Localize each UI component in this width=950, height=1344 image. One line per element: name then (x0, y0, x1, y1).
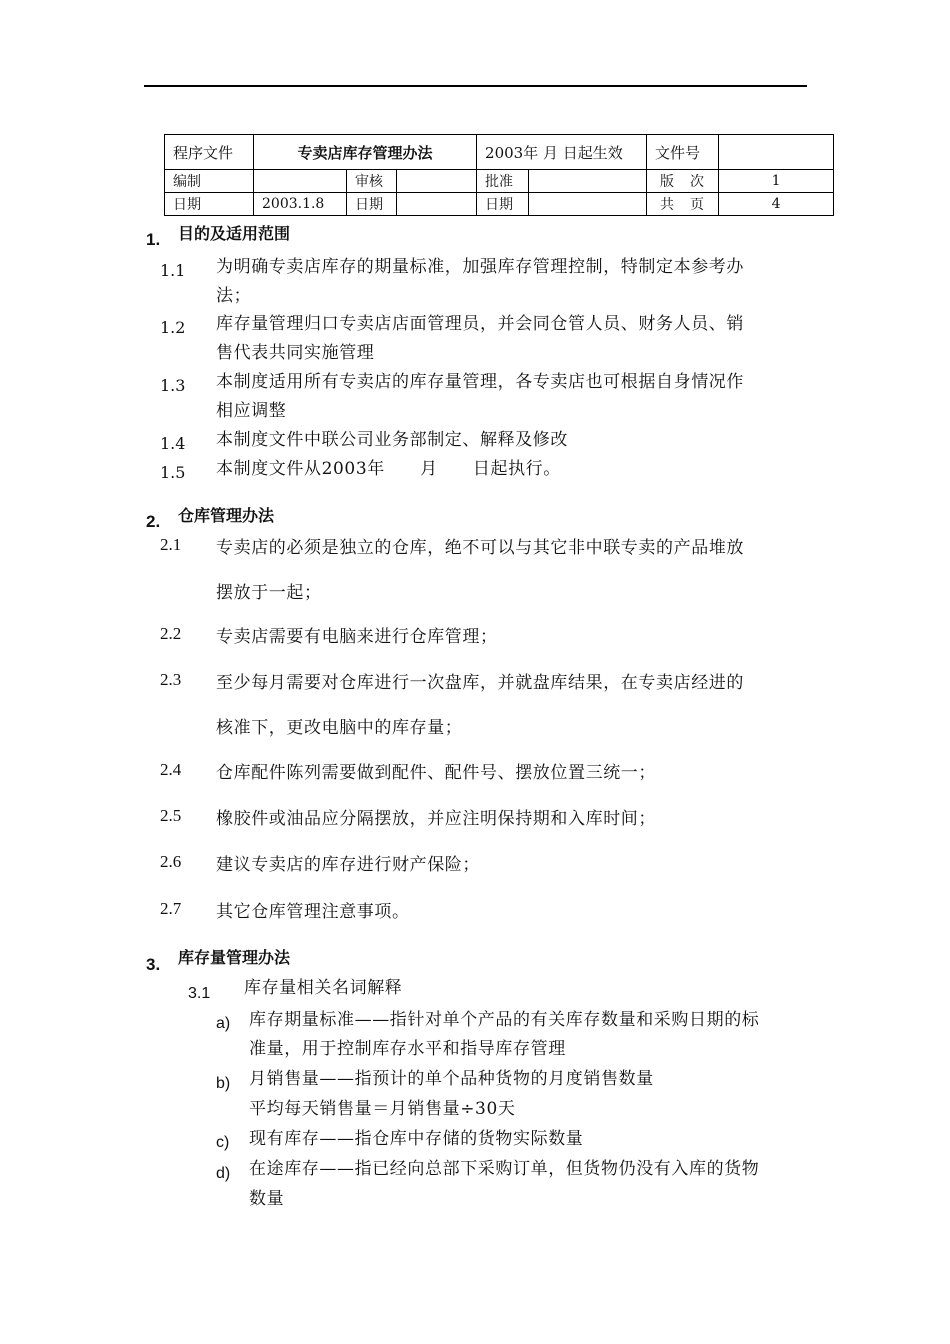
approve-date-label-cell: 日期 (477, 193, 529, 216)
approve-label-cell: 批准 (477, 170, 529, 193)
item-1-5-line-1: 本制度文件从2003年 月 日起执行。 (216, 459, 561, 479)
item-d-label: d) (216, 1165, 231, 1182)
item-1-1-line-1: 为明确专卖店库存的期量标准，加强库存管理控制，特制定本参考办 (216, 257, 744, 277)
item-1-1-number: 1.1 (160, 261, 186, 280)
item-1-4-number: 1.4 (160, 434, 186, 453)
item-c-label: c) (216, 1134, 230, 1151)
section-3-number: 3. (146, 955, 161, 974)
section-1-number: 1. (146, 230, 161, 249)
effective-date-cell: 2003年 月 日起生效 (477, 135, 647, 170)
doc-no-label-cell: 文件号 (647, 135, 719, 170)
item-2-1-line-2: 摆放于一起； (216, 583, 322, 603)
item-1-4-line-1: 本制度文件中联公司业务部制定、解释及修改 (216, 430, 568, 450)
item-b-label: b) (216, 1075, 231, 1092)
document-header-table (164, 134, 834, 216)
header-row-1 (165, 135, 834, 170)
subsection-3-1-number: 3.1 (188, 985, 211, 1002)
pages-label-cell: 共 页 (647, 193, 719, 216)
item-1-3-line-1: 本制度适用所有专卖店的库存量管理，各专卖店也可根据自身情况作 (216, 372, 744, 392)
review-date-value-cell (397, 193, 477, 216)
item-2-1-number: 2.1 (160, 535, 182, 554)
item-d-line-2: 数量 (249, 1189, 285, 1209)
item-1-3-number: 1.3 (160, 376, 186, 395)
item-a-line-2: 准量，用于控制库存水平和指导库存管理 (249, 1039, 566, 1059)
item-1-2-line-1: 库存量管理归口专卖店店面管理员，并会同仓管人员、财务人员、销 (216, 314, 744, 334)
header-rule (144, 85, 807, 87)
item-2-7-number: 2.7 (160, 899, 182, 918)
item-2-3-line-1: 至少每月需要对仓库进行一次盘库，并就盘库结果，在专卖店经进的 (216, 673, 744, 693)
header-row-3 (165, 193, 834, 216)
approve-value-cell (529, 170, 647, 193)
item-2-2-line-1: 专卖店需要有电脑来进行仓库管理； (216, 627, 498, 647)
item-1-2-line-2: 售代表共同实施管理 (216, 343, 375, 363)
item-2-7-line-1: 其它仓库管理注意事项。 (216, 902, 410, 922)
edit-label-cell: 编制 (165, 170, 254, 193)
version-value-cell: 1 (719, 170, 834, 193)
section-2-number: 2. (146, 512, 161, 531)
item-1-2-number: 1.2 (160, 318, 186, 337)
doc-type-cell: 程序文件 (165, 135, 254, 170)
item-2-6-line-1: 建议专卖店的库存进行财产保险； (216, 855, 480, 875)
section-2-title: 仓库管理办法 (178, 506, 275, 525)
version-label-cell: 版 次 (647, 170, 719, 193)
item-1-5-number: 1.5 (160, 463, 186, 482)
date-label-cell: 日期 (165, 193, 254, 216)
date-value-cell: 2003.1.8 (254, 193, 347, 216)
item-b-line-2: 平均每天销售量＝月销售量÷30天 (249, 1099, 516, 1119)
item-2-5-line-1: 橡胶件或油品应分隔摆放，并应注明保持期和入库时间； (216, 809, 656, 829)
approve-date-value-cell (529, 193, 647, 216)
section-3-title: 库存量管理办法 (178, 948, 291, 967)
review-date-label-cell: 日期 (347, 193, 397, 216)
doc-title-cell: 专卖店库存管理办法 (254, 135, 477, 170)
subsection-3-1-title: 库存量相关名词解释 (244, 978, 403, 998)
item-2-6-number: 2.6 (160, 852, 182, 871)
doc-no-value-cell (719, 135, 834, 170)
section-1-title: 目的及适用范围 (178, 224, 291, 243)
item-2-1-line-1: 专卖店的必须是独立的仓库，绝不可以与其它非中联专卖的产品堆放 (216, 538, 744, 558)
item-2-5-number: 2.5 (160, 806, 182, 825)
item-1-1-line-2: 法； (216, 286, 252, 306)
item-2-3-line-2: 核准下，更改电脑中的库存量； (216, 718, 463, 738)
item-2-4-number: 2.4 (160, 760, 182, 779)
item-a-line-1: 库存期量标准——指针对单个产品的有关库存数量和采购日期的标 (249, 1010, 760, 1030)
item-1-3-line-2: 相应调整 (216, 401, 287, 421)
review-label-cell: 审核 (347, 170, 397, 193)
header-row-2 (165, 170, 834, 193)
item-d-line-1: 在途库存——指已经向总部下采购订单，但货物仍没有入库的货物 (249, 1159, 760, 1179)
item-2-3-number: 2.3 (160, 670, 182, 689)
item-c-line-1: 现有库存——指仓库中存储的货物实际数量 (249, 1129, 584, 1149)
item-a-label: a) (216, 1015, 231, 1032)
item-2-4-line-1: 仓库配件陈列需要做到配件、配件号、摆放位置三统一； (216, 763, 656, 783)
item-2-2-number: 2.2 (160, 624, 182, 643)
review-value-cell (397, 170, 477, 193)
edit-value-cell (254, 170, 347, 193)
pages-value-cell: 4 (719, 193, 834, 216)
item-b-line-1: 月销售量——指预计的单个品种货物的月度销售数量 (249, 1069, 654, 1089)
